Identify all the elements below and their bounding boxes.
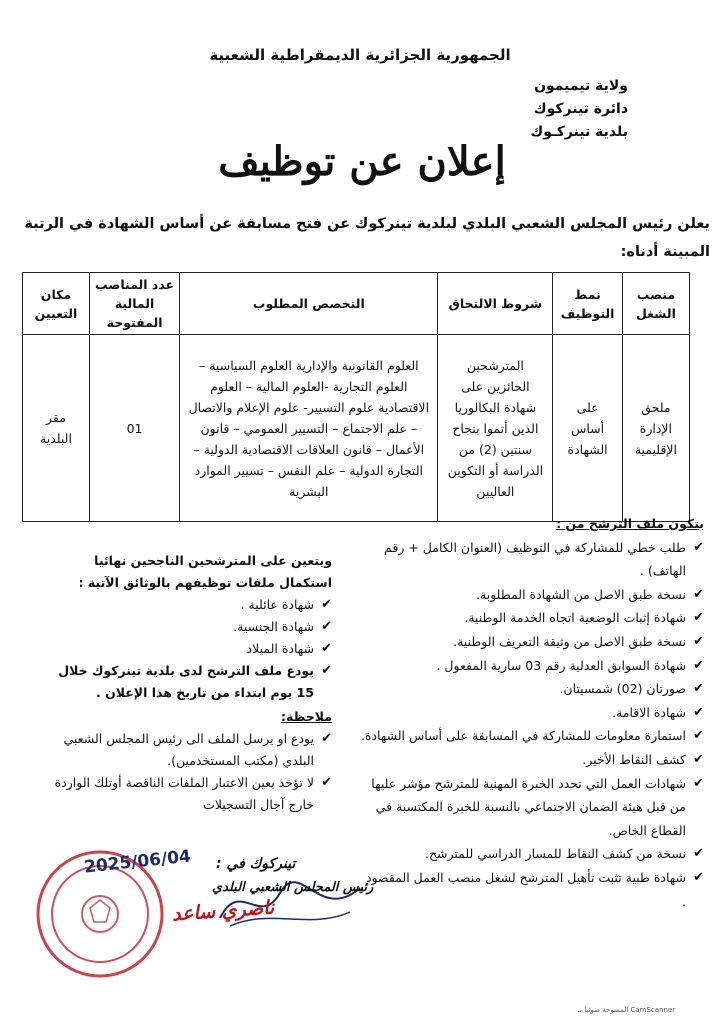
check-icon: ✔ (321, 619, 332, 634)
list-item-text: كشف النقاط الأخير. (582, 751, 686, 767)
signature-date: 2025/06/04 (83, 846, 192, 878)
list-item (38, 616, 332, 638)
check-icon: ✔ (321, 597, 332, 612)
check-icon: ✔ (321, 731, 332, 746)
check-icon: ✔ (321, 775, 332, 790)
list-item (359, 583, 704, 607)
check-icon: ✔ (693, 657, 704, 673)
check-icon: ✔ (693, 846, 704, 862)
col-mode-header: نمط التوظيف (553, 273, 623, 335)
list-item (359, 772, 704, 843)
list-item-text: استمارة معلومات للمشاركة في المسابقة على أساس الشهادة. (360, 728, 686, 744)
list-item-text: شهادة عائلية . (240, 597, 314, 612)
commune-name: بلدية تينركـوك (530, 124, 628, 140)
col-positions-header: عدد المناصب المالية المفتوحة (89, 273, 179, 335)
list-item-text: نسخة من كشف النقاط للمسار الدراسي للمترشح. (424, 846, 686, 862)
list-item (359, 748, 704, 772)
notes-heading: ملاحظة: (281, 709, 332, 724)
daira-name: دائرة تينركوك (533, 101, 628, 117)
signature-place: تينركوك في : (216, 856, 296, 872)
announcement-intro: يعلن رئيس المجلس الشعبي البلدي لبلدية تينركوك عن فتح مسابقة عن أساس الشهادة في الرتبة المبينة أدناه: (24, 216, 710, 260)
list-item-text: شهادة الجنسية. (233, 619, 314, 634)
wilaya-name: ولاية تيميمون (534, 78, 628, 94)
file-requirements-list (359, 536, 704, 914)
col-post-header: منصب الشغل (622, 273, 689, 335)
check-icon: ✔ (693, 751, 704, 767)
check-icon: ✔ (693, 539, 704, 555)
list-item (359, 606, 704, 630)
announcement-title: إعلان عن توظيف (218, 138, 506, 185)
list-item-text: لا تؤخذ بعين الاعتبار الملفات الناقصة أوتلك الواردة خارج آجال التسجيلات (54, 775, 314, 812)
list-item-text: طلب خطي للمشاركة في التوظيف (العنوان الكامل + رقم الهاتف) . (384, 539, 686, 579)
successful-candidates-section (38, 550, 332, 816)
col-place-header: مكان التعيين (23, 273, 90, 335)
check-icon: ✔ (693, 610, 704, 626)
table-row (23, 335, 690, 522)
check-icon: ✔ (693, 775, 704, 791)
check-icon: ✔ (693, 586, 704, 602)
list-item-text: شهادة الاقامة. (612, 704, 686, 720)
list-item-text: صورتان (02) شمسيتان. (559, 681, 686, 697)
list-item (38, 772, 332, 816)
list-item (359, 536, 704, 583)
additional-documents-list (38, 594, 332, 704)
list-item-text: شهادات العمل التي تحدد الخبرة المهنية للمترشح مؤشر عليها من قبل هيئة الضمان الاجتماعي بالنسبة للخبرة المكتسبة في القطاع الخاص. (371, 775, 686, 838)
list-item (38, 728, 332, 772)
file-requirements (359, 512, 704, 913)
check-icon: ✔ (321, 663, 332, 678)
cell-conditions: المترشحين الحائزين على شهادة البكالوريا الذين أتموا بنجاح سنتين (2) من الدراسة أو التكوين العاليين (438, 335, 553, 522)
list-item (359, 866, 704, 913)
list-item-text: يودع ملف الترشح لدى بلدية تينركوك خلال 15 يوم ابتداء من تاريخ هذا الإعلان . (58, 663, 314, 700)
list-item (38, 594, 332, 616)
check-icon: ✔ (693, 633, 704, 649)
list-item-text: يودع او يرسل الملف الى رئيس المجلس الشعبي البلدي (مكتب المستخدمين). (63, 731, 314, 768)
list-item-text: نسخة طبق الاصل من وثيقة التعريف الوطنية. (453, 633, 686, 649)
col-specialty-header: التخصص المطلوب (180, 273, 438, 335)
col-conditions-header: شروط الالتحاق (438, 273, 553, 335)
check-icon: ✔ (693, 728, 704, 744)
list-item (359, 701, 704, 725)
notes-list (38, 728, 332, 816)
signatory-title: رئيس المجلس الشعبي البلدي (212, 880, 374, 895)
list-item-text: شهادة الميلاد (246, 641, 314, 656)
cell-positions: 01 (89, 335, 179, 522)
scanner-footer: CamScanner المسوحة ضوئيا بـ (578, 1006, 676, 1014)
list-item-text: شهادة طبية تثبت تأهيل المترشح لشغل منصب العمل المقصود . (365, 869, 686, 909)
cell-place: مقر البلدية (23, 335, 90, 522)
list-item (359, 630, 704, 654)
republic-heading: الجمهورية الجزائرية الديمقراطية الشعبية (209, 46, 511, 64)
list-item-text: نسخة طبق الاصل من الشهادة المطلوبة. (476, 586, 686, 602)
list-item (38, 660, 332, 704)
signatory-name: ناصري ساعد (171, 896, 275, 926)
list-item (359, 677, 704, 701)
cell-specialty: العلوم القانونية والإدارية العلوم السياسية – العلوم التجارية -العلوم المالية – العلوم الاقتصادية علوم التسيير- علوم الإعلام والاتصال – علم الاجتماع – التسيير العمومي – قانون الأعمال – قانون العلاقات الاقتصادية الدولية – التجارة الدولية – علم النفس – تسيير الموارد البشرية (180, 335, 438, 522)
cell-mode: على أساس الشهادة (553, 335, 623, 522)
cell-post: ملحق الإدارة الإقليمية (622, 335, 689, 522)
jobs-table (22, 272, 690, 522)
list-item (38, 638, 332, 660)
check-icon: ✔ (693, 869, 704, 885)
successful-candidates-intro: ويتعين على المترشحين الناجحين نهائيا استكمال ملفات توظيفهم بالوثائق الآتية : (78, 553, 332, 590)
list-item-text: شهادة السوابق العدلية رقم 03 سارية المفعول . (436, 657, 686, 673)
file-requirements-heading: يتكون ملف الترشح من : (556, 516, 704, 531)
list-item (359, 724, 704, 748)
check-icon: ✔ (693, 681, 704, 697)
list-item (359, 842, 704, 866)
check-icon: ✔ (693, 704, 704, 720)
check-icon: ✔ (321, 641, 332, 656)
table-header-row (23, 273, 690, 335)
list-item-text: شهادة إثبات الوضعية اتجاه الخدمة الوطنية. (464, 610, 686, 626)
list-item (359, 654, 704, 678)
